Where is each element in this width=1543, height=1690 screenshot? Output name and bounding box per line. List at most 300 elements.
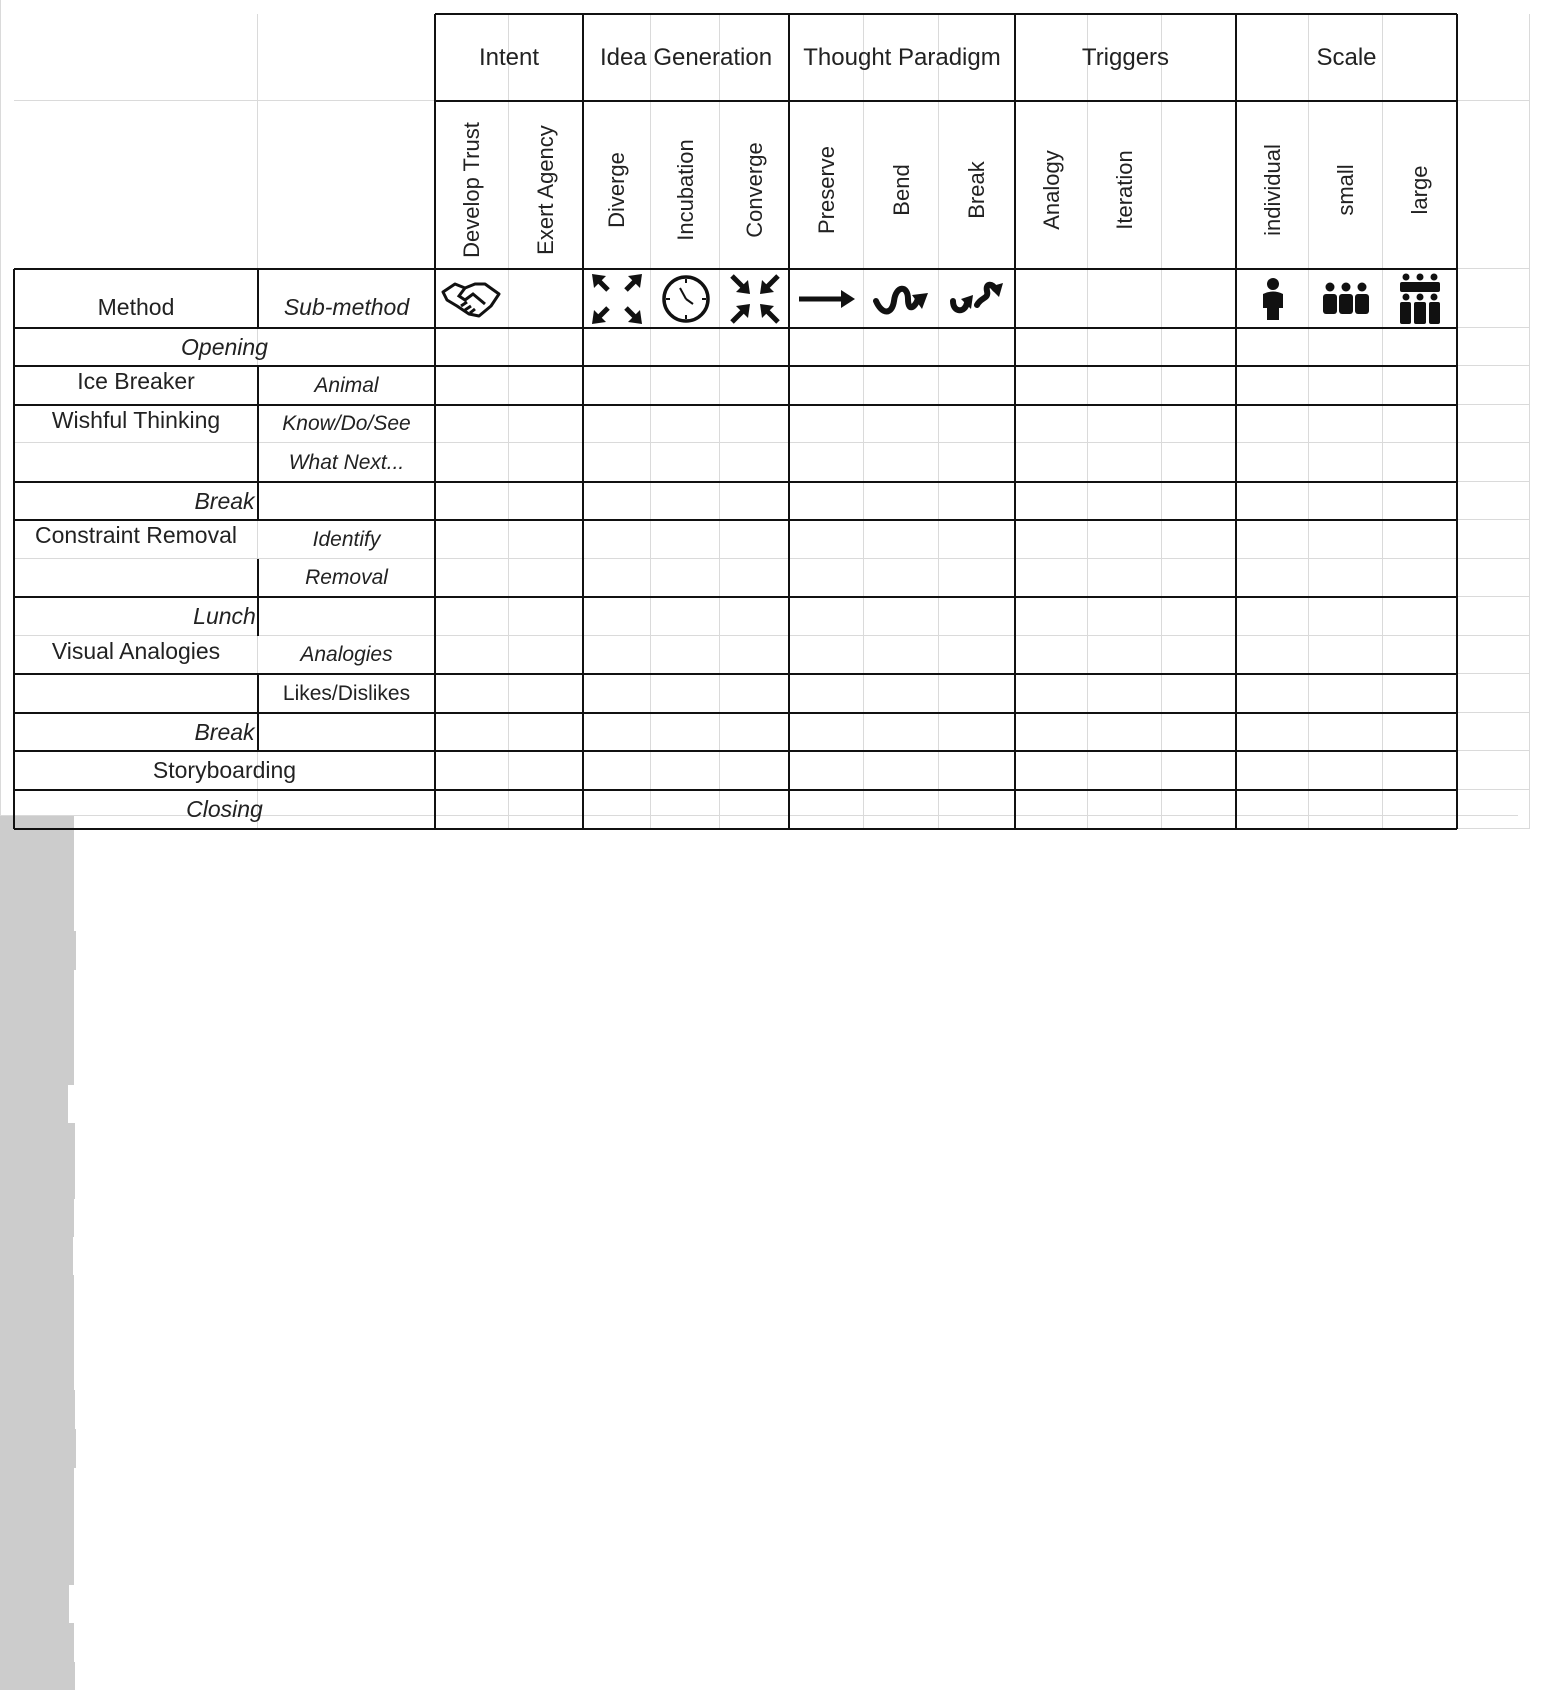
grid-cell: [1015, 328, 1088, 366]
grid-cell: [1162, 559, 1236, 597]
grid-cell: [1162, 636, 1236, 674]
method-name: Ice Breaker: [77, 368, 195, 394]
grid-cell: [509, 366, 583, 405]
straight-arrow-icon: [789, 269, 864, 328]
grid-cell: [1015, 597, 1088, 636]
mark-cell: [0, 1199, 74, 1237]
grid-cell: [1162, 751, 1236, 790]
grid-cell: [14, 101, 258, 269]
border-row: [14, 365, 1457, 367]
border-submethod-header: [257, 269, 259, 328]
grid-cell: [258, 101, 435, 269]
grid-cell: [789, 597, 864, 636]
border-group-divider: [434, 14, 436, 829]
grid-cell: [583, 713, 651, 751]
mark-cell: [0, 1275, 74, 1313]
large-group-icon: [1383, 269, 1457, 328]
grid-cell: [1162, 482, 1236, 520]
grid-cell: [583, 443, 651, 482]
grid-cell: [1457, 443, 1530, 482]
grid-cell: [1457, 674, 1530, 713]
mark-cell: [0, 1468, 74, 1507]
grid-cell: [583, 597, 651, 636]
contract-arrows-icon: [720, 269, 789, 328]
border-row: [14, 750, 1457, 752]
grid-cell: [435, 328, 509, 366]
grid-cell: [1383, 405, 1457, 443]
grid-cell: [1088, 405, 1162, 443]
column-label-incubation: Incubation: [672, 139, 698, 241]
grid-cell: [864, 559, 939, 597]
grid-cell: [789, 482, 864, 520]
border-header-top: [14, 268, 1457, 270]
grid-cell: [509, 751, 583, 790]
grid-cell: [509, 482, 583, 520]
grid-cell: [509, 790, 583, 829]
grid-cell: [1457, 597, 1530, 636]
grid-cell: [583, 751, 651, 790]
grid-cell: [939, 405, 1015, 443]
grid-cell: [14, 443, 258, 482]
grid-cell: [1088, 482, 1162, 520]
bend-arrow-icon: [864, 269, 939, 328]
grid-cell: [14, 14, 258, 101]
mark-cell: [0, 1585, 69, 1623]
grid-cell: [1162, 713, 1236, 751]
grid-cell: [789, 405, 864, 443]
grid-cell: [720, 405, 789, 443]
grid-cell: [651, 405, 720, 443]
border-group-divider: [1235, 14, 1237, 829]
grid-cell: [1309, 713, 1383, 751]
grid-cell: [939, 328, 1015, 366]
column-label-bend: Bend: [888, 164, 914, 216]
border-top: [435, 13, 1457, 15]
mark-cell: [0, 1047, 74, 1085]
grid-cell: [939, 443, 1015, 482]
grid-cell: [1457, 269, 1530, 328]
grid-cell: [1457, 520, 1530, 559]
grid-cell: [864, 520, 939, 559]
grid-cell: [1457, 482, 1530, 520]
grid-cell: [258, 14, 435, 101]
submethod-column-header: Sub-method: [283, 294, 410, 320]
grid-cell: [651, 520, 720, 559]
grid-cell: [651, 790, 720, 829]
grid-cell: [939, 482, 1015, 520]
grid-cell: [509, 269, 583, 328]
grid-cell: [1162, 405, 1236, 443]
grid-cell: [1309, 790, 1383, 829]
mark-cell: [0, 970, 74, 1009]
grid-cell: [1383, 520, 1457, 559]
column-label-break: Break: [964, 161, 989, 219]
grid-cell: [939, 751, 1015, 790]
grid-cell: [864, 482, 939, 520]
grid-cell: [1236, 713, 1309, 751]
grid-cell: [789, 443, 864, 482]
grid-cell: [939, 597, 1015, 636]
method-name: Constraint Removal: [35, 522, 237, 548]
mark-cell: [0, 1161, 75, 1199]
submethod-name: Removal: [305, 566, 388, 589]
grid-cell: [583, 790, 651, 829]
grid-cell: [864, 597, 939, 636]
grid-cell: [1236, 790, 1309, 829]
column-label-analogy: Analogy: [1038, 150, 1064, 230]
grid-cell: [1088, 366, 1162, 405]
grid-cell: [1309, 674, 1383, 713]
column-label-converge: Converge: [741, 142, 767, 238]
grid-cell: [939, 713, 1015, 751]
grid-cell: [583, 405, 651, 443]
grid-cell: [435, 751, 509, 790]
method-name: Break: [194, 718, 255, 745]
grid-cell: [864, 674, 939, 713]
grid-cell: [435, 405, 509, 443]
grid-cell: [1088, 520, 1162, 559]
grid-cell: [1383, 482, 1457, 520]
mark-cell: [0, 1237, 73, 1275]
grid-cell: [1383, 790, 1457, 829]
grid-cell: [1162, 443, 1236, 482]
grid-cell: [651, 751, 720, 790]
grid-cell: [939, 559, 1015, 597]
border-group-divider: [582, 14, 584, 829]
grid-cell: [435, 713, 509, 751]
grid-cell: [1015, 559, 1088, 597]
grid-cell: [1162, 520, 1236, 559]
submethod-name: What Next...: [288, 450, 405, 474]
grid-cell: [1162, 366, 1236, 405]
grid-cell: [720, 636, 789, 674]
border-row: [14, 481, 1457, 483]
group-header-idea: Idea Generation: [599, 43, 773, 71]
grid-cell: [651, 366, 720, 405]
grid-cell: [1088, 751, 1162, 790]
border-submethod: [257, 559, 259, 636]
column-label-large: large: [1407, 165, 1432, 215]
small-group-icon: [1309, 269, 1383, 328]
grid-cell: [1162, 101, 1236, 269]
grid-cell: [1309, 405, 1383, 443]
grid-cell: [720, 751, 789, 790]
grid-cell: [720, 790, 789, 829]
grid-cell: [1088, 559, 1162, 597]
handshake-icon: [435, 269, 509, 328]
grid-cell: [651, 674, 720, 713]
grid-cell: [651, 559, 720, 597]
grid-cell: [1383, 674, 1457, 713]
grid-cell: [651, 328, 720, 366]
grid-cell: [583, 520, 651, 559]
grid-cell: [720, 443, 789, 482]
grid-cell: [1383, 597, 1457, 636]
grid-cell: [1015, 520, 1088, 559]
mark-cell: [0, 1351, 74, 1390]
grid-cell: [1162, 790, 1236, 829]
border-group-divider: [788, 14, 790, 829]
grid-cell: [789, 520, 864, 559]
grid-cell: [651, 443, 720, 482]
mark-cell: [0, 1085, 68, 1123]
grid-cell: [651, 482, 720, 520]
column-label-individual: individual: [1259, 144, 1285, 236]
mark-cell: [0, 1507, 74, 1546]
grid-cell: [1383, 559, 1457, 597]
grid-cell: [864, 713, 939, 751]
grid-cell: [1383, 751, 1457, 790]
grid-cell: [1162, 597, 1236, 636]
column-label-diverge: Diverge: [604, 152, 629, 228]
grid-cell: [864, 751, 939, 790]
grid-cell: [1309, 597, 1383, 636]
grid-cell: [435, 636, 509, 674]
grid-cell: [1236, 328, 1309, 366]
grid-cell: [1015, 269, 1088, 328]
grid-cell: [1236, 674, 1309, 713]
grid-cell: [1309, 751, 1383, 790]
grid-cell: [509, 713, 583, 751]
grid-cell: [1309, 482, 1383, 520]
grid-cell: [1162, 269, 1236, 328]
submethod-name: Animal: [314, 373, 379, 397]
column-label-develop-trust: Develop Trust: [459, 122, 484, 258]
grid-cell: [583, 636, 651, 674]
method-name: Storyboarding: [152, 757, 297, 783]
grid-cell: [720, 597, 789, 636]
grid-cell: [789, 713, 864, 751]
grid-cell: [1383, 366, 1457, 405]
submethod-name: Know/Do/See: [282, 412, 411, 435]
grid-cell: [1088, 790, 1162, 829]
grid-cell: [1015, 482, 1088, 520]
column-label-iteration: Iteration: [1112, 150, 1137, 230]
grid-cell: [1236, 443, 1309, 482]
grid-cell: [1236, 520, 1309, 559]
grid-cell: [939, 790, 1015, 829]
mark-cell: [0, 1623, 74, 1662]
border-group-bottom: [435, 100, 1457, 102]
grid-cell: [1236, 559, 1309, 597]
grid-cell: [789, 328, 864, 366]
person-icon: [1236, 269, 1309, 328]
grid-cell: [1015, 674, 1088, 713]
grid-cell: [1236, 636, 1309, 674]
grid-cell: [1383, 328, 1457, 366]
grid-cell: [1088, 674, 1162, 713]
border-header-bottom: [14, 327, 1457, 329]
method-column-header: Method: [97, 294, 175, 320]
grid-cell: [583, 366, 651, 405]
grid-cell: [720, 713, 789, 751]
grid-cell: [720, 559, 789, 597]
column-label-preserve: Preserve: [813, 145, 839, 235]
grid-cell: [1309, 366, 1383, 405]
method-name: Closing: [186, 796, 263, 822]
grid-cell: [939, 674, 1015, 713]
method-name: Visual Analogies: [51, 637, 221, 664]
grid-cell: [1457, 713, 1530, 751]
border-submethod: [257, 366, 259, 520]
grid-cell: [435, 520, 509, 559]
grid-cell: [651, 713, 720, 751]
grid-cell: [509, 559, 583, 597]
grid-cell: [1457, 559, 1530, 597]
border-row: [14, 596, 1457, 598]
expand-arrows-icon: [583, 269, 651, 328]
grid-cell: [1015, 405, 1088, 443]
grid-cell: [1088, 269, 1162, 328]
grid-cell: [509, 597, 583, 636]
grid-cell: [939, 636, 1015, 674]
grid-cell: [651, 636, 720, 674]
grid-cell: [1088, 597, 1162, 636]
border-row: [14, 712, 1457, 714]
grid-cell: [720, 482, 789, 520]
grid-cell: [1309, 443, 1383, 482]
grid-cell: [509, 328, 583, 366]
grid-cell: [509, 405, 583, 443]
mark-cell: [0, 1546, 74, 1585]
mark-cell: [0, 854, 74, 892]
grid-cell: [509, 674, 583, 713]
grid-cell: [1309, 328, 1383, 366]
grid-cell: [1457, 101, 1530, 269]
grid-cell: [789, 790, 864, 829]
grid-cell: [583, 559, 651, 597]
column-label-exert-agency: Exert Agency: [533, 125, 558, 255]
grid-cell: [1457, 751, 1530, 790]
method-name: Opening: [181, 333, 268, 360]
grid-cell: [509, 636, 583, 674]
grid-cell: [1162, 674, 1236, 713]
border-group-divider: [1456, 14, 1458, 829]
mark-cell: [0, 931, 76, 970]
grid-cell: [720, 520, 789, 559]
border-row: [14, 789, 1457, 791]
mark-cell: [0, 1429, 76, 1468]
mark-cell: [0, 1313, 74, 1351]
submethod-name: Identify: [312, 527, 381, 551]
grid-cell: [789, 559, 864, 597]
grid-cell: [435, 559, 509, 597]
grid-cell: [509, 443, 583, 482]
border-row: [14, 828, 1457, 830]
grid-cell: [1015, 366, 1088, 405]
grid-cell: [1383, 713, 1457, 751]
grid-cell: [720, 674, 789, 713]
grid-cell: [1383, 443, 1457, 482]
group-header-triggers: Triggers: [1081, 43, 1170, 71]
grid-cell: [864, 405, 939, 443]
mark-cell: [0, 1662, 75, 1690]
grid-cell: [1309, 559, 1383, 597]
mark-cell: [0, 1009, 74, 1047]
group-header-thought: Thought Paradigm: [803, 43, 1001, 71]
grid-cell: [939, 520, 1015, 559]
grid-cell: [789, 636, 864, 674]
grid-cell: [1457, 14, 1530, 101]
grid-cell: [435, 790, 509, 829]
method-name: Lunch: [193, 603, 256, 629]
grid-cell: [1015, 713, 1088, 751]
break-arrow-icon: [939, 269, 1015, 328]
grid-cell: [583, 482, 651, 520]
grid-cell: [1088, 328, 1162, 366]
grid-cell: [14, 674, 258, 713]
grid-cell: [583, 674, 651, 713]
grid-cell: [1088, 443, 1162, 482]
grid-cell: [1015, 443, 1088, 482]
grid-cell: [1457, 328, 1530, 366]
grid-cell: [1088, 636, 1162, 674]
grid-cell: [1383, 636, 1457, 674]
grid-cell: [1236, 366, 1309, 405]
clock-icon: [651, 269, 720, 328]
grid-cell: [789, 751, 864, 790]
mark-cell: [0, 892, 74, 931]
mark-cell: [0, 1123, 75, 1161]
grid-cell: [864, 328, 939, 366]
grid-cell: [1457, 366, 1530, 405]
grid-cell: [1309, 636, 1383, 674]
grid-cell: [864, 790, 939, 829]
mark-cell: [0, 1390, 75, 1429]
border-left: [13, 269, 15, 829]
grid-cell: [720, 366, 789, 405]
grid-cell: [1015, 790, 1088, 829]
grid-cell: [789, 674, 864, 713]
border-row: [14, 404, 1457, 406]
border-submethod: [257, 674, 259, 751]
grid-cell: [651, 597, 720, 636]
grid-cell: [435, 366, 509, 405]
grid-cell: [864, 366, 939, 405]
grid-cell: [435, 482, 509, 520]
grid-cell: [1457, 636, 1530, 674]
grid-cell: [939, 366, 1015, 405]
border-group-divider: [1014, 14, 1016, 829]
submethod-name: Likes/Dislikes: [282, 681, 411, 705]
method-name: Break: [194, 487, 255, 514]
grid-cell: [509, 520, 583, 559]
grid-cell: [864, 636, 939, 674]
grid-cell: [864, 443, 939, 482]
border-row: [14, 519, 1457, 521]
grid-cell: [583, 328, 651, 366]
grid-cell: [789, 366, 864, 405]
border-row: [14, 673, 1457, 675]
grid-cell: [435, 443, 509, 482]
grid-cell: [1015, 636, 1088, 674]
grid-cell: [1162, 328, 1236, 366]
grid-cell: [1088, 713, 1162, 751]
grid-cell: [435, 597, 509, 636]
grid-cell: [435, 674, 509, 713]
grid-cell: [1236, 597, 1309, 636]
grid-cell: [1457, 790, 1530, 829]
grid-cell: [720, 328, 789, 366]
group-header-intent: Intent: [478, 43, 540, 71]
grid-cell: [1015, 751, 1088, 790]
grid-cell: [1236, 751, 1309, 790]
group-header-scale: Scale: [1316, 43, 1377, 71]
column-label-small: small: [1333, 164, 1358, 216]
grid-cell: [1236, 405, 1309, 443]
grid-cell: [1236, 482, 1309, 520]
method-name: Wishful Thinking: [51, 406, 221, 433]
